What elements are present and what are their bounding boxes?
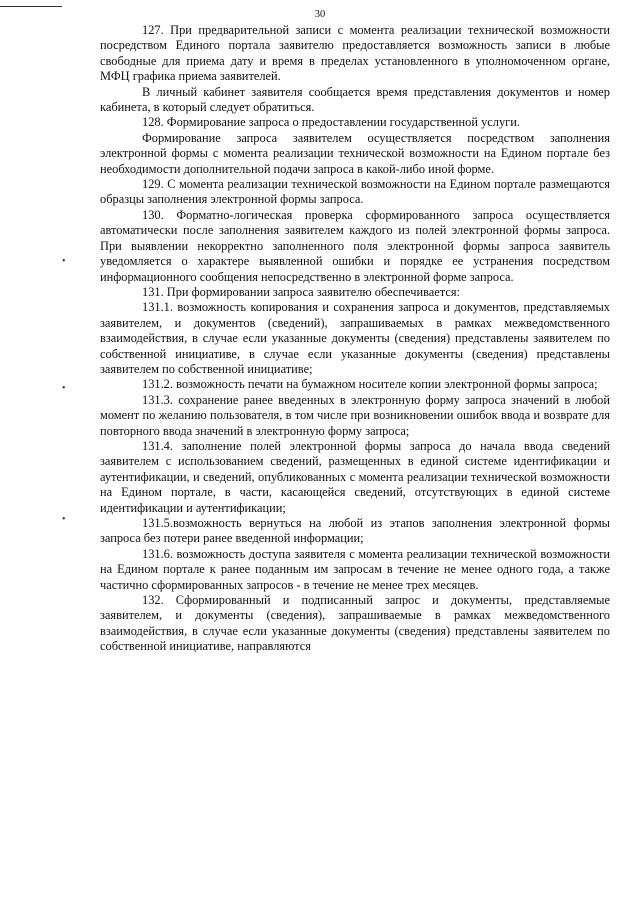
margin-mark: • [62, 383, 66, 394]
page-number: 30 [314, 9, 326, 20]
margin-mark: • [62, 514, 66, 525]
paragraph-128: 128. Формирование запроса о предоставлении государственной услуги. [142, 115, 520, 130]
paragraph-131-5: 131.5.возможность вернуться на любой из этапов заполнения электронной формы запроса без потери ранее введенной информации; [100, 516, 610, 546]
paragraph-131: 131. При формировании запроса заявителю обеспечивается: [142, 284, 460, 299]
paragraph-131-1: 131.1. возможность копирования и сохранения запроса и документов, представляемых заявителем, и документов (сведений), запрашиваемых в рамках межведомственного взаимодействия, в случае если указанные документы (сведения) представлены заявителем по собственной инициативе, в случае если указанные документы (сведения) представлены заявителем по собственной инициативе; [100, 300, 610, 376]
paragraph-131-2: 131.2. возможность печати на бумажном носителе копии электронной формы запроса; [142, 377, 598, 392]
paragraph-131-4: 131.4. заполнение полей электронной формы запроса до начала ввода сведений заявителем с использованием сведений, размещенных в единой системе идентификации и аутентификации, и сведений, опубликованных с момента реализации технической возможности на Едином портале, в части, касающейся сведений, отсутствующих в единой системе идентификации и аутентификации; [100, 438, 610, 515]
paragraph-127: 127. При предварительной записи с момента реализации технической возможности посредством Единого портала заявителю предоставляется возможность записи в любые свободные для приема дату и время в пределах установленного в уполномоченном органе, МФЦ графика приема заявителей. [100, 23, 610, 84]
top-rule [0, 6, 62, 7]
document-body [100, 23, 610, 655]
paragraph-132: 132. Сформированный и подписанный запрос и документы, представляемые заявителем, и документы (сведения), запрашиваемые в рамках межведомственного взаимодействия, в случае если указанные документы (сведения) представлены заявителем по собственной инициативе, направляются [100, 593, 610, 654]
paragraph-131-3: 131.3. сохранение ранее введенных в электронную форму запроса значений в любой момент по желанию пользователя, в том числе при возникновении ошибок ввода и возврате для повторного ввода значений в электронную форму запроса; [100, 392, 610, 438]
paragraph-131-6: 131.6. возможность доступа заявителя с момента реализации технической возможности на Едином портале к ранее поданным им запросам в течение не менее одного года, а также частично сформированных запросов - в течение не менее трех месяцев. [100, 546, 610, 592]
paragraph-personal-cabinet: В личный кабинет заявителя сообщается время представления документов и номер кабинета, в который следует обратиться. [100, 84, 610, 115]
paragraph-request-formation: Формирование запроса заявителем осуществляется посредством заполнения электронной формы с момента реализации технической возможности на Едином портале без необходимости дополнительной подачи запроса в какой-либо иной форме. [100, 130, 610, 176]
paragraph-129: 129. С момента реализации технической возможности на Едином портале размещаются образцы заполнения электронной формы запроса. [100, 177, 610, 207]
margin-mark: • [62, 256, 66, 267]
paragraph-130: 130. Форматно-логическая проверка сформированного запроса осуществляется автоматически после заполнения заявителем каждого из полей электронной формы запроса. При выявлении некорректно заполненного поля электронной формы запроса заявитель уведомляется о характере выявленной ошибки и порядке ее устранения посредством информационного сообщения непосредственно в электронной форме запроса. [100, 207, 610, 284]
